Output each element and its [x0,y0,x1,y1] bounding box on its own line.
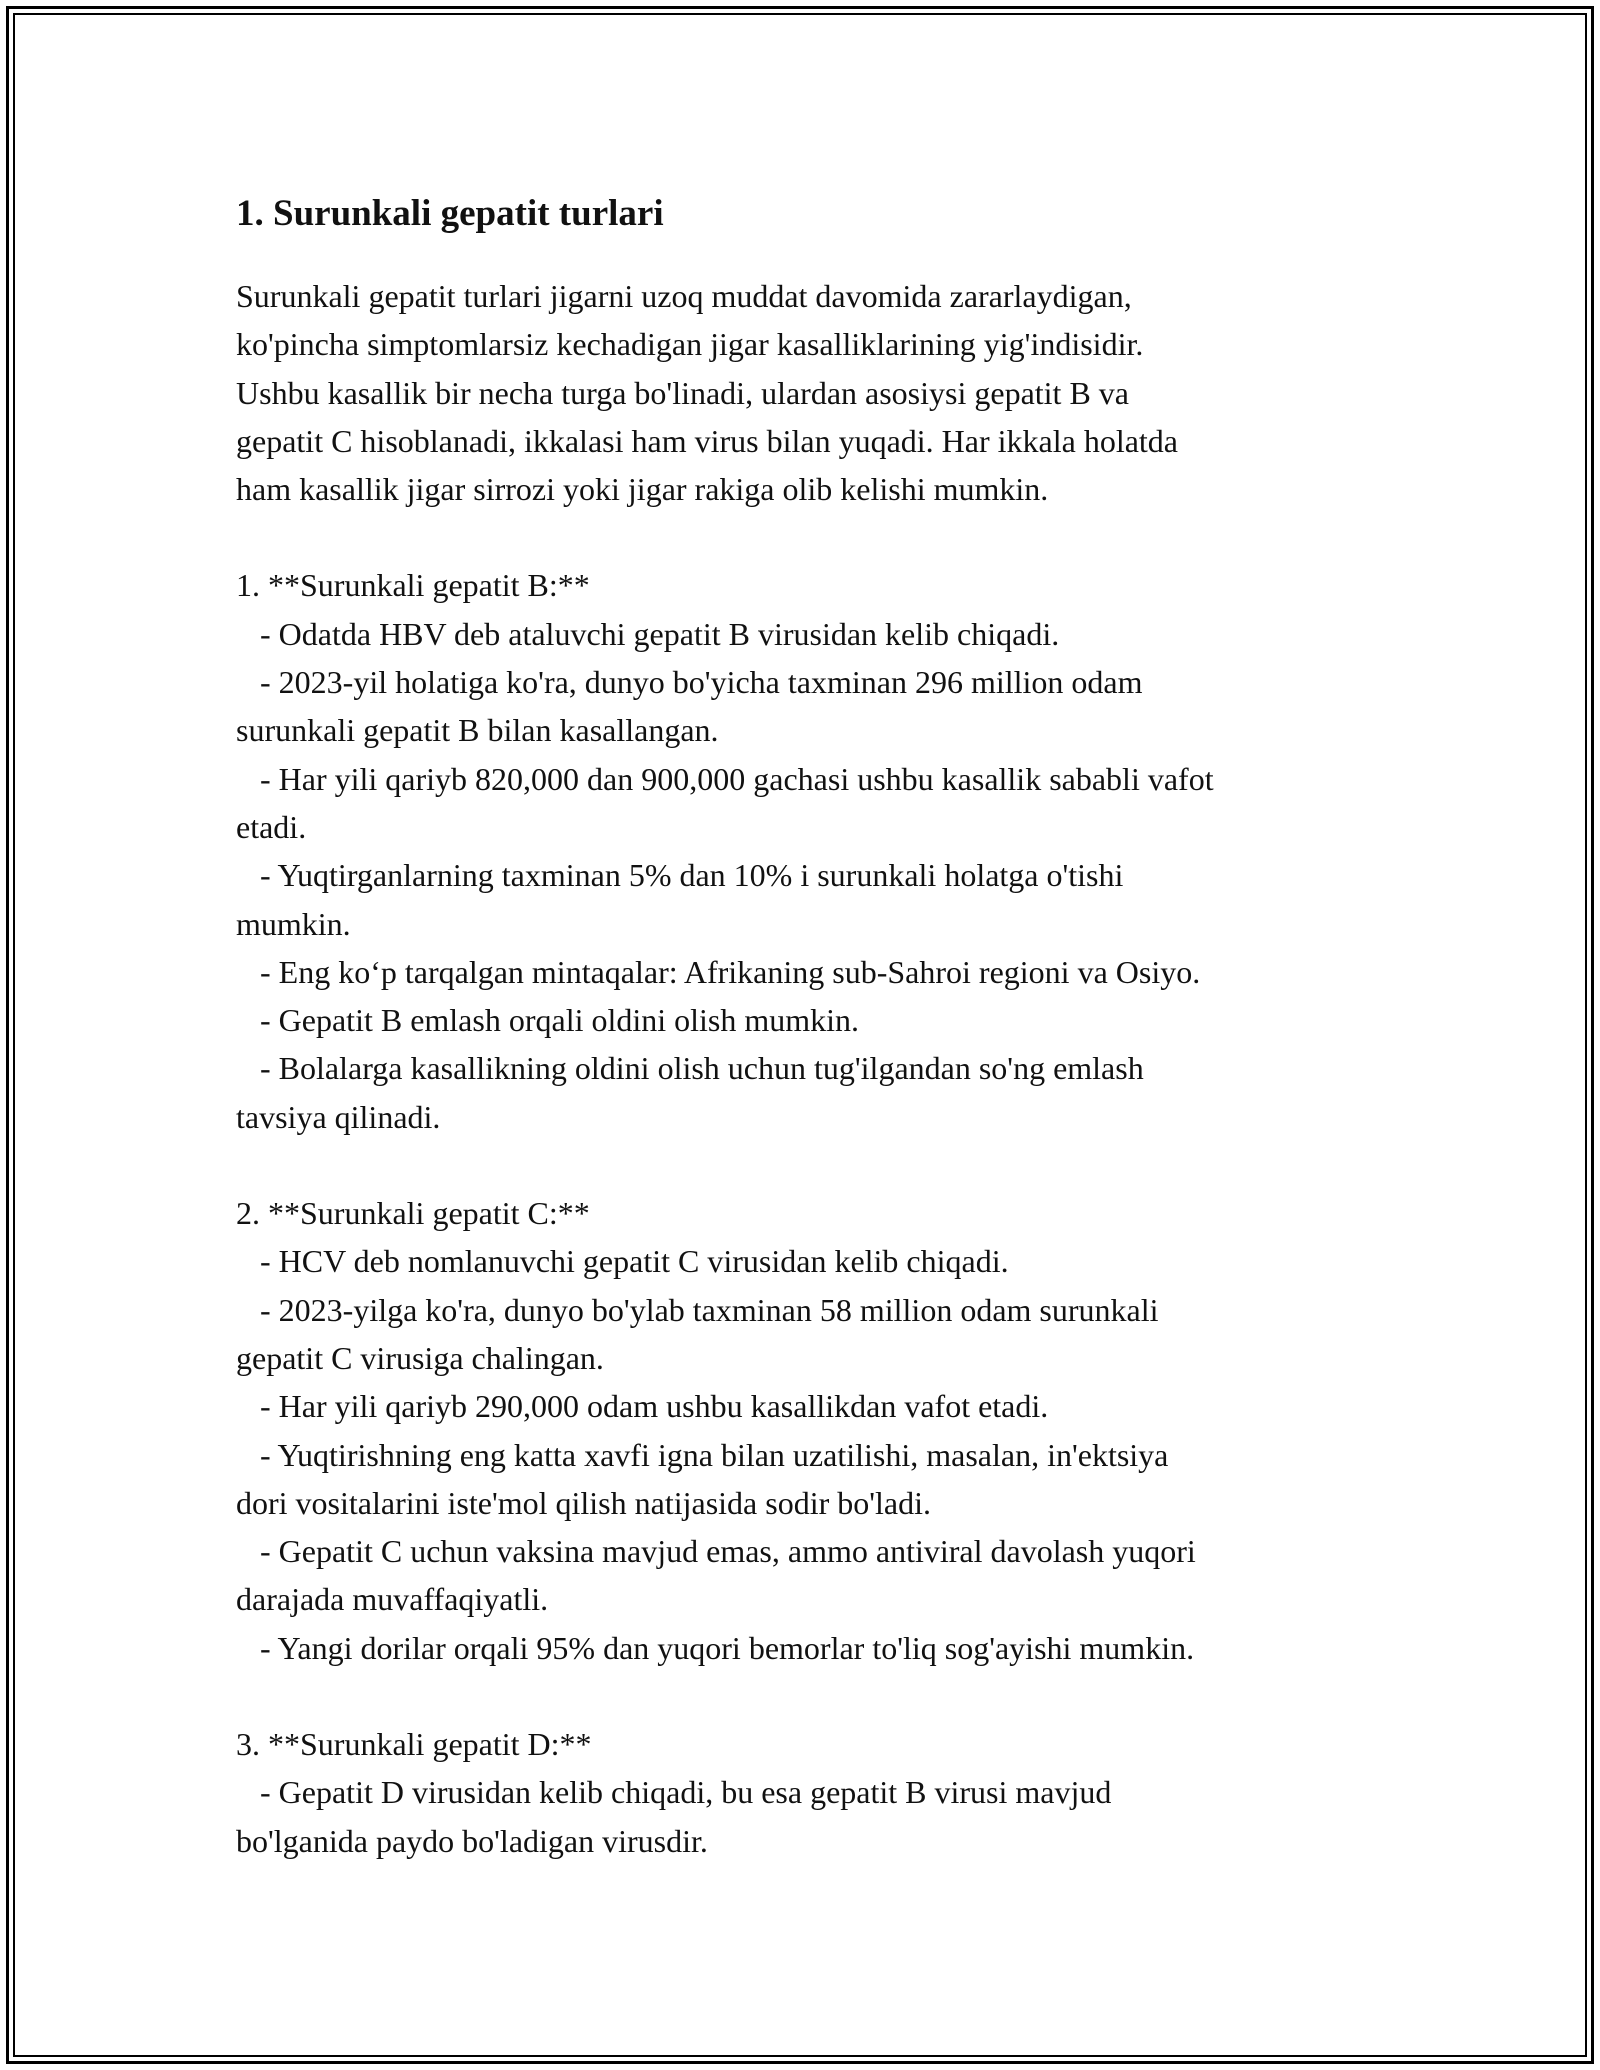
section-heading: 3. **Surunkali gepatit D:** [236,1726,592,1763]
bullet-item: - 2023-yil holatiga ko'ra, dunyo bo'yicha taxminan 296 million odam surunkali gepatit B bilan kasallangan. [236,664,1143,749]
intro-paragraph: Surunkali gepatit turlari jigarni uzoq muddat davomida zararlaydigan, ko'pincha simptomlarsiz kechadigan jigar kasalliklarining yig'indisidir. Ushbu kasallik bir necha turga bo'linadi, ulardan asosiysi gepatit B va gepatit C hisoblanadi, ikkalasi ham virus bilan yuqadi. Har ikkala holatda ham kasallik jigar sirrozi yoki jigar rakiga olib kelishi mumkin. [236,278,1178,508]
bullet-item: - Gepatit B emlash orqali oldini olish mumkin. [236,1002,860,1039]
bullet-item: - Odatda HBV deb ataluvchi gepatit B virusidan kelib chiqadi. [236,615,1060,652]
bullet-item: - Eng ko‘p tarqalgan mintaqalar: Afrikaning sub-Sahroi regioni va Osiyo. [236,953,1201,990]
bullet-item: - HCV deb nomlanuvchi gepatit C virusidan kelib chiqadi. [236,1243,1009,1280]
section-hepatitis-d [236,1720,1386,1865]
section-hepatitis-c [236,1189,1386,1672]
bullet-item: - Yuqtirishning eng katta xavfi igna bilan uzatilishi, masalan, in'ektsiya dori vositalarini iste'mol qilish natijasida sodir bo'ladi. [236,1436,1169,1521]
document-body [236,190,1386,1913]
bullet-item: - Yangi dorilar orqali 95% dan yuqori bemorlar to'liq sog'ayishi mumkin. [236,1629,1195,1666]
section-heading: 1. **Surunkali gepatit B:** [236,567,590,604]
bullet-item: - Yuqtirganlarning taxminan 5% dan 10% i surunkali holatga o'tishi mumkin. [236,857,1124,942]
bullet-item: - 2023-yilga ko'ra, dunyo bo'ylab taxminan 58 million odam surunkali gepatit C virusiga chalingan. [236,1291,1159,1376]
bullet-item: - Har yili qariyb 820,000 dan 900,000 gachasi ushbu kasallik sababli vafot etadi. [236,760,1214,845]
document-title: 1. Surunkali gepatit turlari [236,193,664,234]
bullet-item: - Gepatit C uchun vaksina mavjud emas, ammo antiviral davolash yuqori darajada muvaffaqiyatli. [236,1533,1196,1618]
bullet-item: - Bolalarga kasallikning oldini olish uchun tug'ilgandan so'ng emlash tavsiya qilinadi. [236,1050,1144,1135]
bullet-item: - Har yili qariyb 290,000 odam ushbu kasallikdan vafot etadi. [236,1388,1049,1425]
section-heading: 2. **Surunkali gepatit C:** [236,1195,590,1232]
bullet-item: - Gepatit D virusidan kelib chiqadi, bu esa gepatit B virusi mavjud bo'lganida paydo bo'ladigan virusdir. [236,1774,1112,1859]
section-hepatitis-b [236,561,1386,1141]
